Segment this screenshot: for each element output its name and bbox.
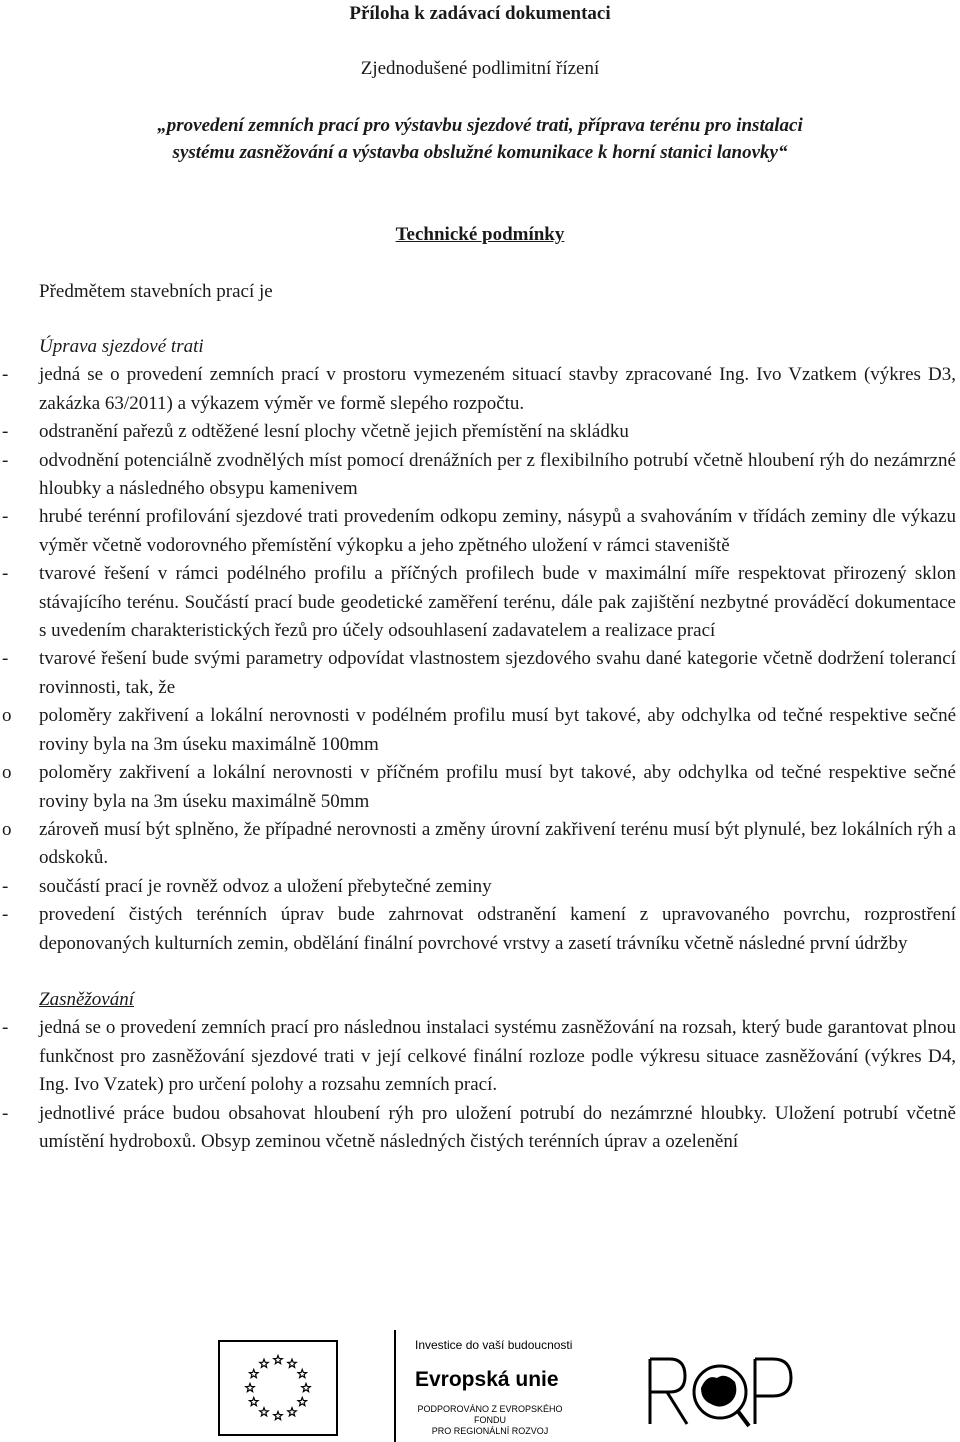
subject-line-1: „provedení zemních prací pro výstavbu sjezdové trati, příprava terénu pro instalaci [157,115,803,136]
slope-requirement-item [0,702,960,759]
eu-star-icon [298,1398,307,1406]
logo-divider [394,1330,396,1442]
list-item-text: zároveň musí být splněno, že případné nerovnosti a změny úrovní zakřivení terénu musí být plynulé, bez lokálních rýh a odskoků. [39,818,956,869]
snowmaking-requirement-item [0,1100,960,1157]
list-item-text: tvarové řešení bude svými parametry odpovídat vlastnostem sjezdového svahu dané kategorie včetně dodržení tolerancí rovinnosti, tak, že [39,648,956,698]
slope-requirements-list [0,361,960,958]
snowmaking-requirements-list [0,1014,960,1156]
list-item-text: odvodnění potenciálně zvodnělých míst pomocí drenážních per z flexibilního potrubí včetně hloubení rýh do nezámrzné hloubky a následného obsypu kamenivem [39,449,956,500]
list-item-text: jedná se o provedení zemních prací pro následnou instalaci systému zasněžování na rozsah, který bude garantovat plnou funkčnost pro zasněžování sjezdové trati v její celkové finální rozloze podle výkresu situace zasněžování (výkres D4, Ing. Ivo Vzatek) pro určení polohy a rozsahu zemních prací. [39,1017,956,1096]
slope-requirement-item [0,759,960,816]
eu-text-block [415,1338,615,1437]
section-heading-slope: Úprava sjezdové trati [39,336,204,357]
list-bullet: - [2,449,9,471]
list-item-text: hrubé terénní profilování sjezdové trati provedením odkopu zeminy, násypů a svahováním v třídách zeminy dle výkazu výměr včetně vodorovného přemístění výkopku a jeho zpětného uložení v rámci staveniště [39,506,956,556]
main-content [0,333,960,1156]
list-item-text: jedná se o provedení zemních prací v prostoru vymezeném situací stavby zpracované Ing. Ivo Vzatkem (výkres D3, zakázka 63/2011) a výkazem výměr ve formě slepého rozpočtu. [39,364,956,414]
list-item-text: tvarové řešení v rámci podélného profilu a příčných profilech bude v maximální míře respektovat přirozený sklon stávajícího terénu. Součástí prací bude geodetické zaměření terénu, dále pak zajištění nezbytné prováděcí dokumentace s uvedením charakteristických řezů pro účely odsouhlasení zadavatelem a realizace prací [39,563,956,642]
annex-title: Příloha k zadávací dokumentaci [349,3,611,24]
rop-logo-icon [645,1344,795,1434]
eu-star-icon [274,1356,283,1364]
fund-line-2: PRO REGIONÁLNÍ ROZVOJ [431,1426,549,1436]
list-bullet: - [2,563,9,585]
list-item-text: jednotlivé práce budou obsahovat hloubení rýh pro uložení potrubí do nezámrzné hloubky. Uložení potrubí včetně umístění hydroboxů. Obsyp zeminou včetně následných čistých terénních úprav a ozelenění [39,1102,956,1152]
eu-star-icon [274,1412,283,1420]
list-item-text: poloměry zakřivení a lokální nerovnosti v podélném profilu musí byt takové, aby odchylka od tečné respektive sečné roviny byla na 3m úseku maximálně 100mm [39,705,956,755]
list-item-text: součástí prací je rovněž odvoz a uložení přebytečné zeminy [39,875,492,897]
funding-logos [215,1330,795,1442]
slope-requirement-item [0,418,960,446]
slope-requirement-item [0,560,960,645]
eu-name: Evropská unie [415,1368,559,1391]
list-bullet: - [2,875,9,897]
procedure-type: Zjednodušené podlimitní řízení [360,58,600,79]
list-bullet: o [2,818,12,840]
eu-star-icon [260,1408,269,1416]
eu-star-icon [302,1384,311,1392]
section-title: Technické podmínky [395,224,565,245]
section-spacer [0,958,960,986]
list-bullet: - [2,648,9,670]
subject-line-2: systému zasněžování a výstavba obslužné komunikace k horní stanici lanovky“ [172,142,788,163]
slope-requirement-item [0,816,960,873]
slope-requirement-item [0,361,960,418]
fund-line-1: PODPOROVÁNO Z EVROPSKÉHO FONDU [417,1404,563,1425]
eu-flag-icon [218,1340,338,1436]
eu-star-icon [298,1370,307,1378]
list-bullet: - [2,421,9,443]
eu-star-icon [288,1359,297,1367]
slope-requirement-item [0,901,960,958]
snowmaking-requirement-item [0,1014,960,1099]
list-item-text: odstranění pařezů z odtěžené lesní plochy včetně jejich přemístění na skládku [39,421,629,443]
eu-star-icon [260,1359,269,1367]
list-item-text: provedení čistých terénních úprav bude zahrnovat odstranění kamení z upravovaného povrchu, rozprostření deponovaných kulturních zemin, obdělání finální povrchové vrstvy a zasetí trávníku včetně následné první údržby [39,904,956,954]
list-bullet: o [2,762,12,784]
list-bullet: - [2,1017,9,1039]
slope-requirement-item [0,503,960,560]
list-bullet: o [2,705,12,727]
list-bullet: - [2,1102,9,1124]
invest-slogan: Investice do vaší budoucnosti [415,1338,573,1352]
eu-star-icon [249,1398,258,1406]
list-bullet: - [2,506,9,528]
list-bullet: - [2,904,9,926]
slope-requirement-item [0,447,960,504]
eu-star-icon [249,1370,258,1378]
intro-text: Předmětem stavebních prací je [39,281,273,302]
eu-star-icon [288,1408,297,1416]
list-bullet: - [2,364,9,386]
eu-star-icon [246,1384,255,1392]
slope-requirement-item [0,873,960,901]
list-item-text: poloměry zakřivení a lokální nerovnosti v příčném profilu musí byt takové, aby odchylka od tečné respektive sečné roviny byla na 3m úseku maximálně 50mm [39,762,956,812]
slope-requirement-item [0,645,960,702]
section-heading-snowmaking: Zasněžování [39,988,134,1010]
